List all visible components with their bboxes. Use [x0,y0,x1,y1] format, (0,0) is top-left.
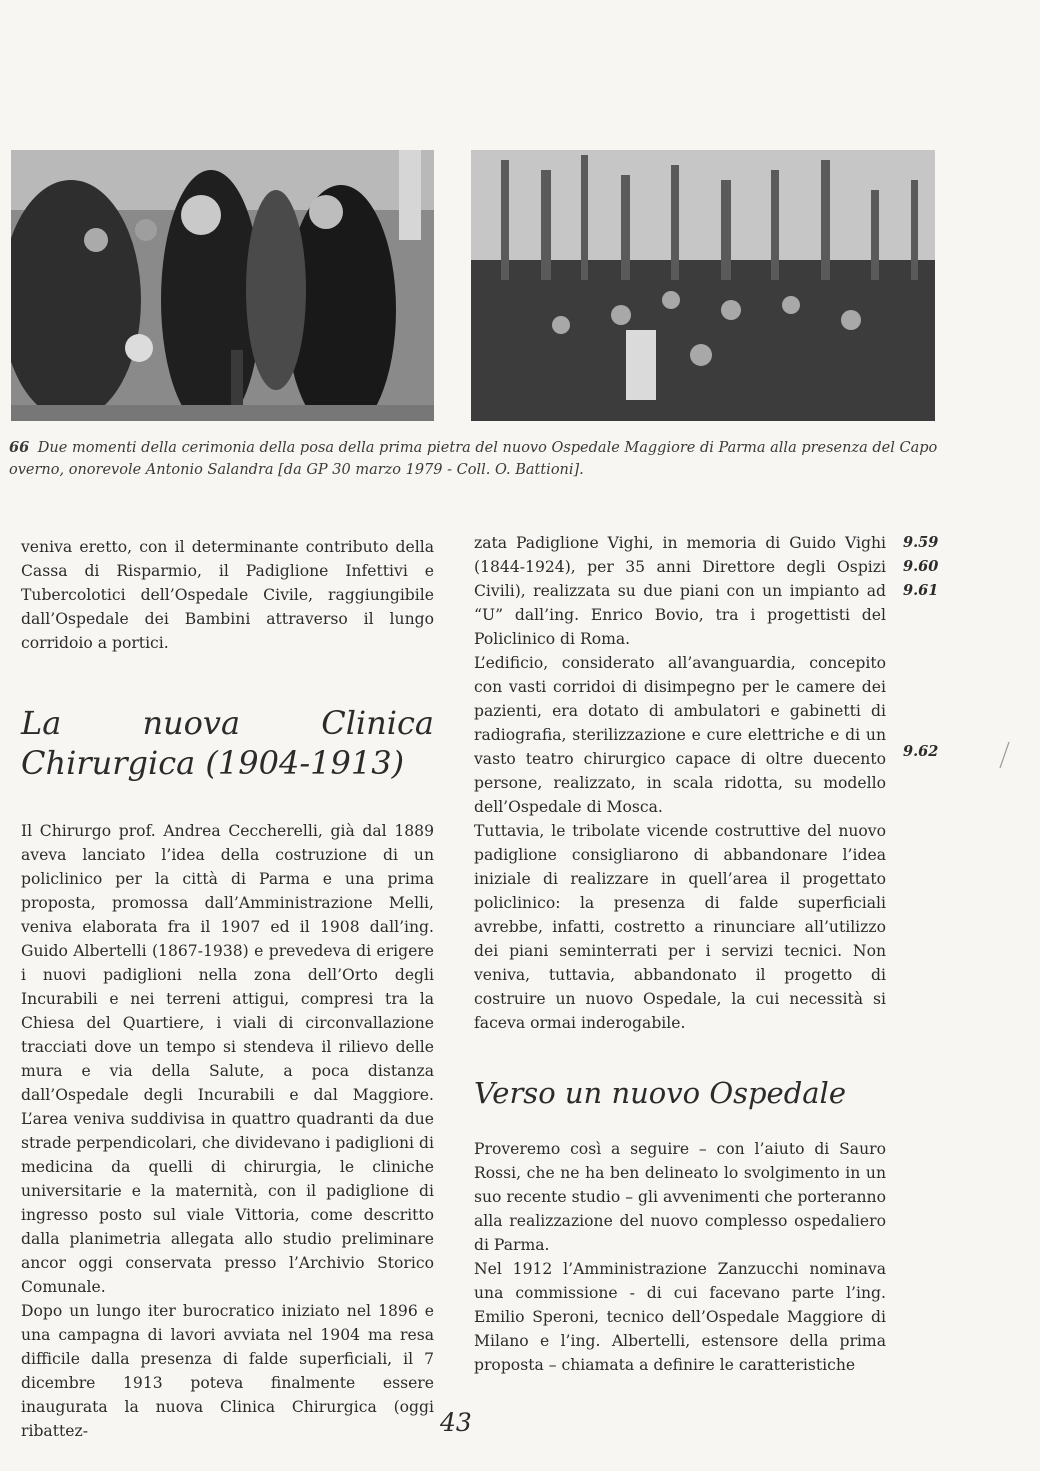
margin-ref: 9.62 [903,743,939,760]
photo-caption [9,437,939,481]
scan-mark [995,740,1015,770]
section-heading-verso: Verso un nuovo Ospedale [474,1076,846,1110]
right-column [474,531,886,1377]
section-heading-clinica: La nuova Clinica Chirurgica (1904-1913) [21,704,434,782]
photo-ceremony-right [471,150,935,421]
caption-number: 66 [9,439,30,456]
margin-ref: 9.59 [903,534,939,551]
left-column [21,535,434,1443]
intro-paragraph: veniva eretto, con il determinante contributo della Cassa di Risparmio, il Padiglione Infettivi e Tubercolotici dell’Ospedale Civile, raggiungibile dall’Ospedale dei Bambini attraverso il lungo corridoio a portici. [21,538,434,652]
paragraph: Proveremo così a seguire – con l’aiuto di Sauro Rossi, che ne ha ben delineato lo svolgimento in un suo recente studio – gli avvenimenti che porteranno alla realizzazione del nuovo complesso ospedaliero di Parma. [474,1140,886,1254]
paragraph: L’edificio, considerato all’avanguardia, concepito con vasti corridoi di disimpegno per le camere dei pazienti, era dotato di ambulatori e gabinetti di radiografia, sterilizzazione e cure elettriche e di un vasto teatro chirurgico capace di oltre duecento persone, realizzato, in scala ridotta, su modello dell’Ospedale di Mosca. [474,654,886,816]
page-number: 43 [440,1408,472,1437]
photo-ceremony-left [11,150,434,421]
margin-ref: 9.60 [903,558,939,575]
paragraph: Dopo un lungo iter burocratico iniziato nel 1896 e una campagna di lavori avviata nel 1904 ma resa difficile dalla presenza di falde superficiali, il 7 dicembre 1913 poteva finalmente essere inaugurata la nuova Clinica Chirurgica (oggi ribattez- [21,1302,434,1440]
paragraph: Nel 1912 l’Amministrazione Zanzucchi nominava una commissione - di cui facevano parte l’ing. Emilio Speroni, tecnico dell’Ospedale Maggiore di Milano e l’ing. Albertelli, estensore della prima proposta – chiamata a definire le caratteristiche [474,1260,886,1374]
paragraph: zata Padiglione Vighi, in memoria di Guido Vighi (1844-1924), per 35 anni Direttore degli Ospizi Civili), realizzata su due piani con un impianto ad “U” dall’ing. Enrico Bovio, tra i progettisti del Policlinico di Roma. [474,534,886,648]
paragraph: Tuttavia, le tribolate vicende costruttive del nuovo padiglione consigliarono di abbandonare l’idea iniziale di realizzare in quell’area il progettato policlinico: la presenza di falde superficiali avrebbe, infatti, costretto a rinunciare all’utilizzo dei piani seminterrati per i servizi tecnici. Non veniva, tuttavia, abbandonato il progetto di costruire un nuovo Ospedale, la cui necessità si faceva ormai inderogabile. [474,822,886,1032]
caption-text: Due momenti della cerimonia della posa della prima pietra del nuovo Ospedale Maggiore di Parma alla presenza del Capo overno, onorevole Antonio Salandra [da GP 30 marzo 1979 - Coll. O. Battioni]. [9,440,938,478]
paragraph: Il Chirurgo prof. Andrea Ceccherelli, già dal 1889 aveva lanciato l’idea della costruzione di un policlinico per la città di Parma e una prima proposta, promossa dall’Amministrazione Melli, veniva elaborata fra il 1907 ed il 1908 dall’ing. Guido Albertelli (1867-1938) e prevedeva di erigere i nuovi padiglioni nella zona dell’Orto degli Incurabili e nei terreni attigui, compresi tra la Chiesa del Quartiere, i viali di circonvallazione tracciati dove un tempo si stendeva il rilievo delle mura e via della Salute, a poca distanza dall’Ospedale degli Incurabili e dal Maggiore. L’area veniva suddivisa in quattro quadranti da due strade perpendicolari, che dividevano i padiglioni di medicina da quelli di chirurgia, le cliniche universitarie e la maternità, con il padiglione di ingresso posto sul viale Vittoria, come descritto dalla planimetria allegata allo studio preliminare ancor oggi conservata presso l’Archivio Storico Comunale. [21,822,434,1296]
margin-ref: 9.61 [903,582,939,599]
